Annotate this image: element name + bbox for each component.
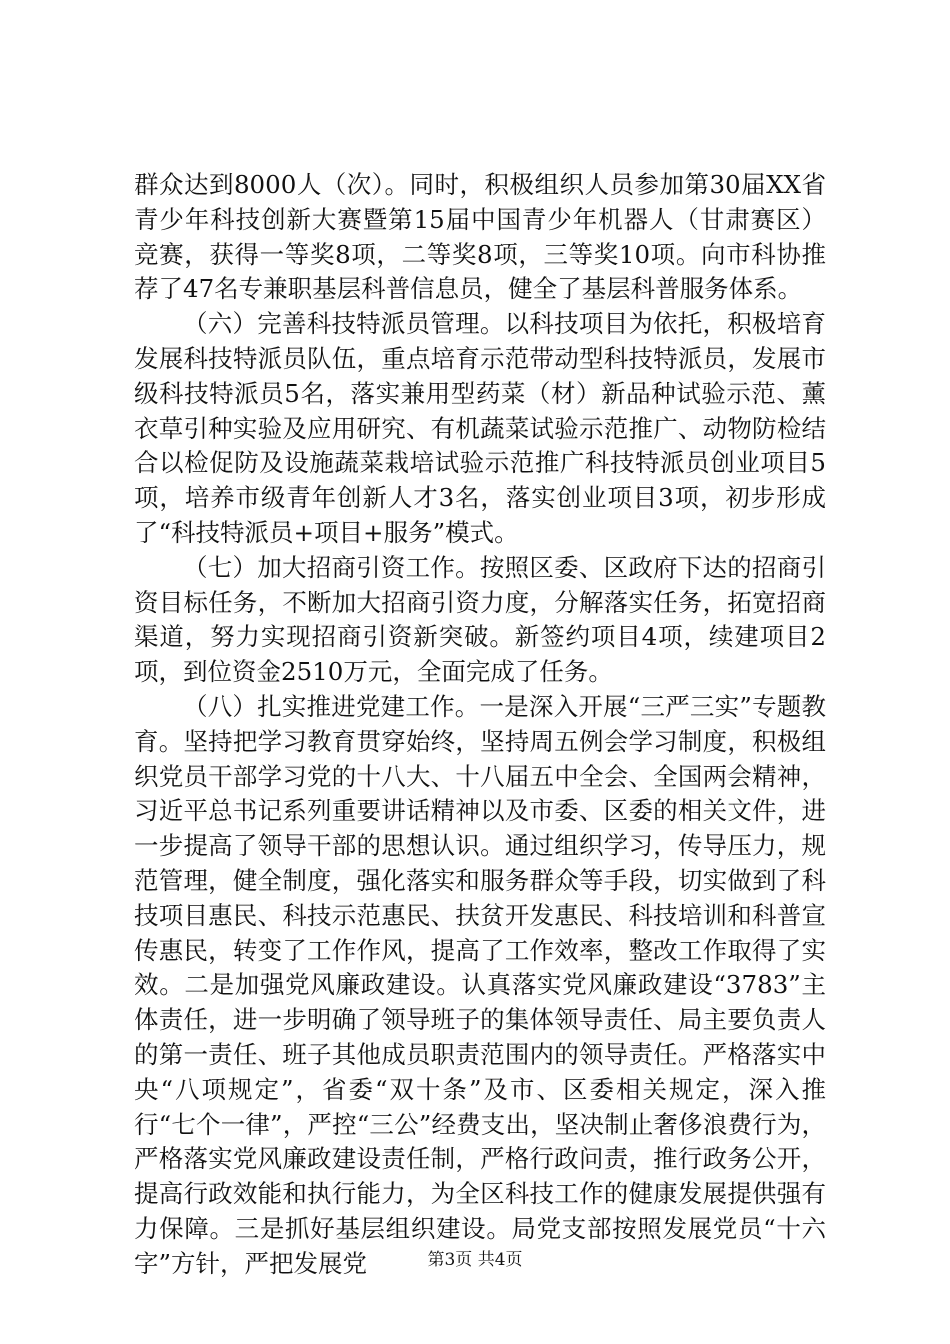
paragraph-continued: 群众达到8000人（次）。同时，积极组织人员参加第30届XX省青少年科技创新大赛暨第15届中国青少年机器人（甘肃赛区）竞赛，获得一等奖8项，二等奖8项，三等奖10项。向市科协推荐了47名专兼职基层科普信息员，健全了基层科普服务体系。 — [134, 170, 826, 304]
paragraph-investment: （七）加大招商引资工作。按照区委、区政府下达的招商引资目标任务，不断加大招商引资力度，分解落实任务，拓宽招商渠道，努力实现招商引资新突破。新签约项目4项，续建项目2项，到位资金2510万元，全面完成了任务。 — [134, 552, 826, 687]
page-number-footer: 第3页 共4页 — [427, 1250, 523, 1270]
paragraph-tech-commissioner: （六）完善科技特派员管理。以科技项目为依托，积极培育发展科技特派员队伍，重点培育示范带动型科技特派员，发展市级科技特派员5名，落实兼用型药菜（材）新品种试验示范、薰衣草引种实验及应用研究、有机蔬菜试验示范推广、动物防检结合以检促防及设施蔬菜栽培试验示范推广科技特派员创业项目5项，培养市级青年创新人才3名，落实创业项目3项，初步形成了“科技特派员+项目+服务”模式。 — [134, 309, 826, 547]
paragraph-party-building: （八）扎实推进党建工作。一是深入开展“三严三实”专题教育。坚持把学习教育贯穿始终，坚持周五例会学习制度，积极组织党员干部学习党的十八大、十八届五中全会、全国两会精神，习近平总书记系列重要讲话精神以及市委、区委的相关文件，进一步提高了领导干部的思想认识。通过组织学习，传导压力，规范管理，健全制度，强化落实和服务群众等手段，切实做到了科技项目惠民、科技示范惠民、扶贫开发惠民、科技培训和科普宣传惠民，转变了工作作风，提高了工作效率，整改工作取得了实效。二是加强党风廉政建设。认真落实党风廉政建设“3783”主体责任，进一步明确了领导班子的集体领导责任、局主要负责人的第一责任、班子其他成员职责范围内的领导责任。严格落实中央“八项规定”，省委“双十条”及市、区委相关规定，深入推行“七个一律”，严控“三公”经费支出，坚决制止奢侈浪费行为，严格落实党风廉政建设责任制，严格行政问责，推行政务公开，提高行政效能和执行能力，为全区科技工作的健康发展提供强有力保障。三是抓好基层组织建设。局党支部按照发展党员“十六字”方针，严把发展党 — [134, 691, 826, 1278]
document-body — [134, 168, 826, 1282]
